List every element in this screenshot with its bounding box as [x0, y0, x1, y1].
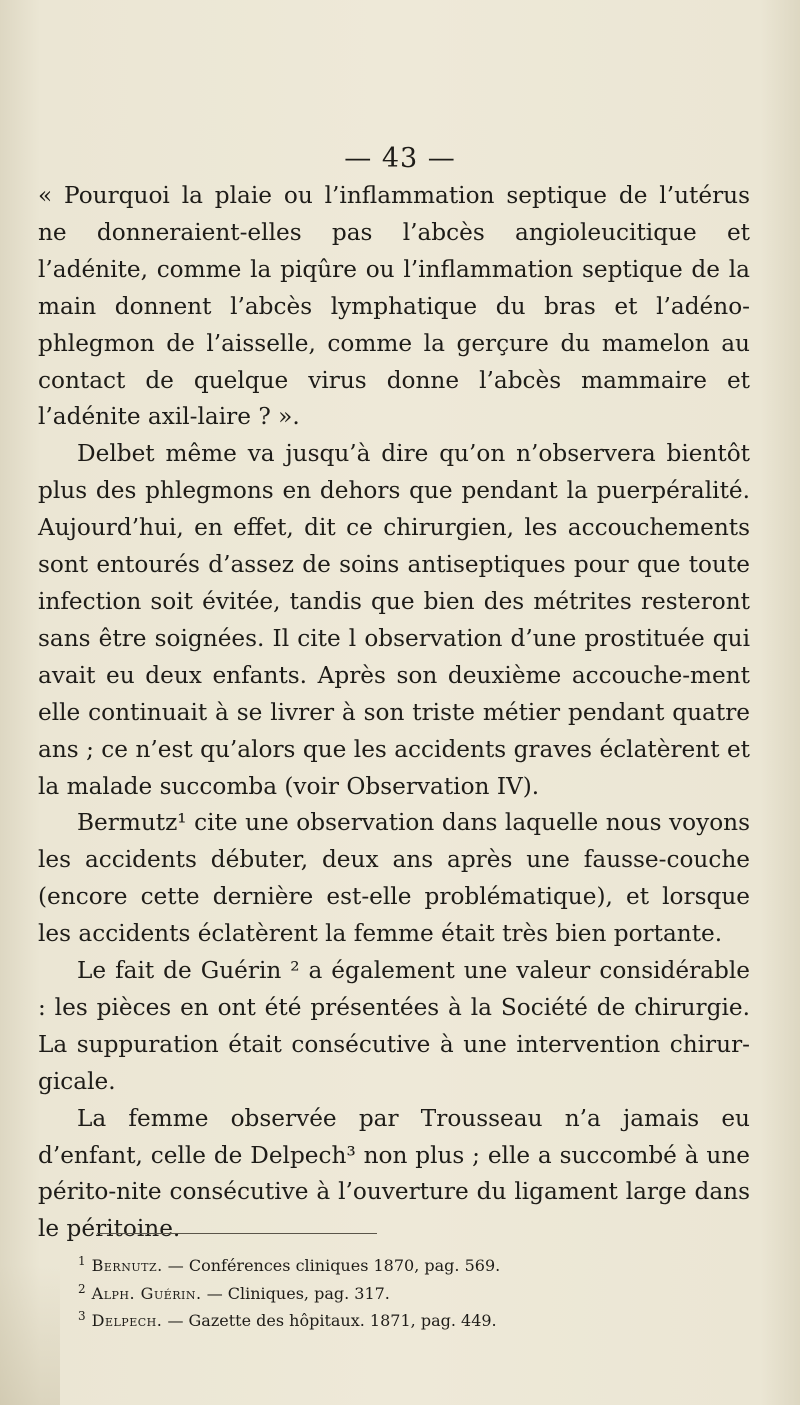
paragraph: « Pourquoi la plaie ou l’inflammation septique de l’utérus ne donneraient-elles pas l’abcès angioleucitique et l’adénite, comme la piqûre ou l’inflammation septique de la main donnent l’abcès lymphatique du bras et l’adéno-phlegmon de l’aisselle, comme la gerçure du mamelon au contact de quelque virus donne l’abcès mammaire et l’adénite axil-laire ? ». — [38, 182, 750, 431]
footnote-divider — [97, 1233, 377, 1234]
footnote-marker: 3 — [78, 1309, 86, 1323]
footnote-author: Bernutz. — [91, 1256, 163, 1275]
page-shadow — [0, 1265, 60, 1405]
paragraph: Le fait de Guérin ² a également une valeur considérable : les pièces en ont été présentées à la Société de chirurgie. La suppuration était consécutive à une intervention chirur-gicale. — [38, 957, 750, 1095]
footnote-text: — Conférences cliniques 1870, pag. 569. — [167, 1256, 501, 1275]
footnote-author: Alph. Guérin. — [91, 1283, 202, 1303]
footnotes — [78, 1253, 750, 1336]
body-text — [38, 178, 750, 1248]
footnote-1 — [78, 1253, 750, 1281]
paragraph: Delbet même va jusqu’à dire qu’on n’observera bientôt plus des phlegmons en dehors que pendant la puerpéralité. Aujourd’hui, en effet, dit ce chirurgien, les accouchements sont entourés d’assez de soins antiseptiques pour que toute infection soit évitée, tandis que bien des métrites resteront sans être soignées. Il cite l observation d’une prostituée qui avait eu deux enfants. Après son deuxième accouche-ment elle continuait à se livrer à son triste métier pendant quatre ans ; ce n’est qu’alors que les accidents graves éclatèrent et la malade succomba (voir Observation IV). — [38, 440, 750, 800]
footnote-author: Delpech. — [91, 1311, 163, 1330]
paragraph: Bermutz¹ cite une observation dans laquelle nous voyons les accidents débuter, deux ans après une fausse-couche (encore cette dernière est-elle problématique), et lorsque les accidents éclatèrent la femme était très bien portante. — [38, 809, 750, 948]
footnote-2 — [78, 1281, 750, 1309]
footnote-marker: 1 — [78, 1254, 86, 1268]
footnote-3 — [78, 1308, 750, 1336]
footnote-marker: 2 — [78, 1281, 86, 1296]
page-number: — 43 — — [344, 143, 456, 174]
paragraph: La femme observée par Trousseau n’a jamais eu d’enfant, celle de Delpech³ non plus ; elle a succombé à une périto-nite consécutive à l’ouverture du ligament large dans le péritoine. — [38, 1104, 750, 1243]
footnote-text: — Cliniques, pag. 317. — [206, 1283, 390, 1303]
footnote-text: — Gazette des hôpitaux. 1871, pag. 449. — [167, 1311, 497, 1330]
